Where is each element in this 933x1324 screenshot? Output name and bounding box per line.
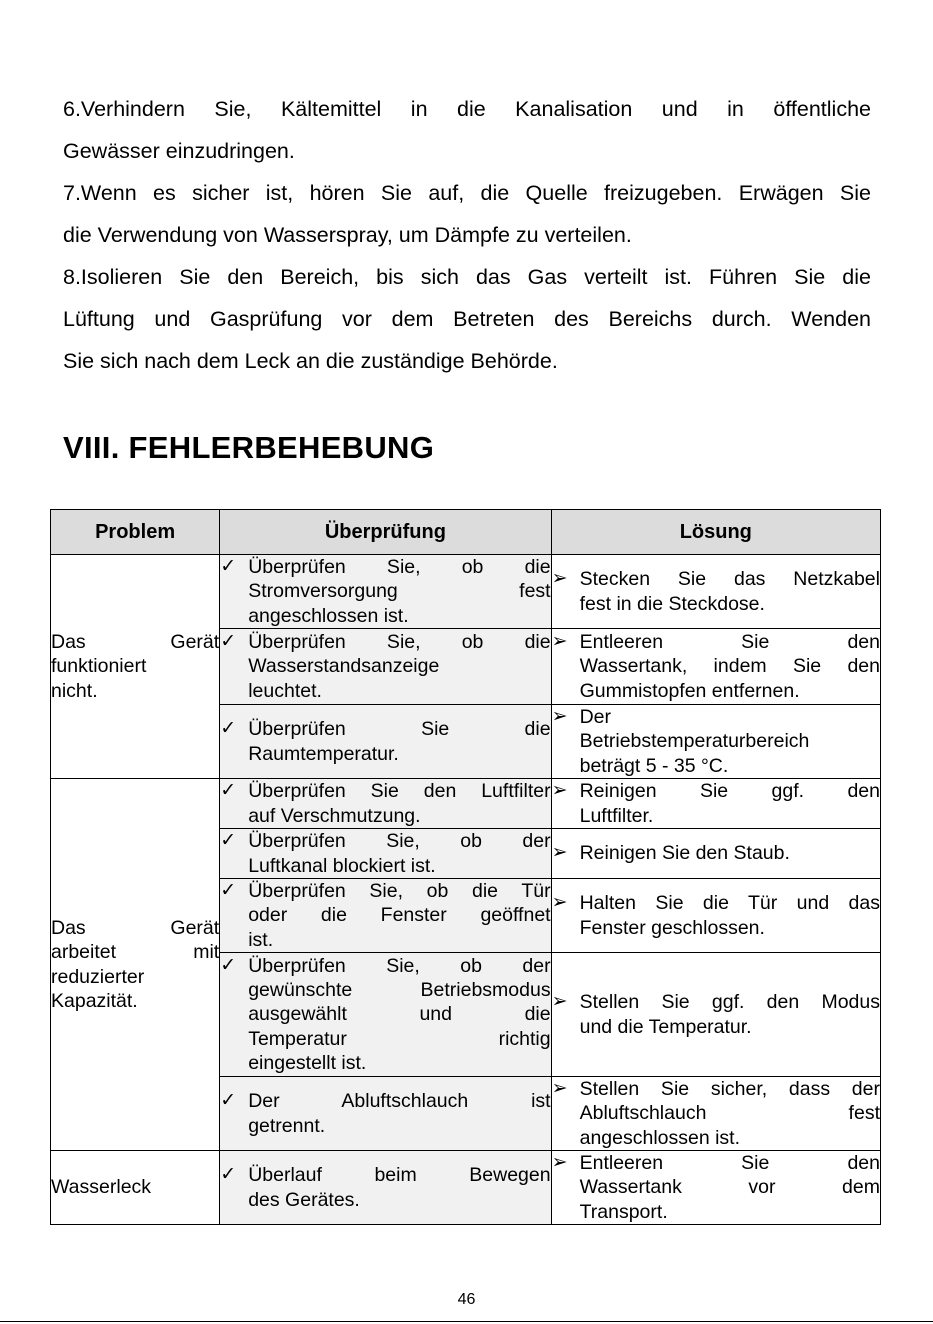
text-line: Überprüfen Sie den Luftfilter xyxy=(248,780,551,803)
footer-divider xyxy=(0,1321,933,1322)
text-line: Stecken Sie das Netzkabel xyxy=(579,568,880,591)
text-line: Überprüfen Sie, ob die Tür xyxy=(248,880,551,903)
problem-line: Wasserleck xyxy=(51,1176,152,1199)
text-line: Stellen Sie ggf. den Modus xyxy=(579,991,880,1014)
check-cell-text xyxy=(248,1163,550,1212)
check-cell-text xyxy=(248,1089,550,1138)
check-cell-text xyxy=(248,630,550,703)
checkmark-icon: ✓ xyxy=(220,631,237,653)
solution-cell-text xyxy=(580,1077,880,1150)
text-line: ausgewählt und die xyxy=(248,1003,551,1026)
arrow-bullet-icon: ➢ xyxy=(551,568,568,590)
arrow-bullet-icon: ➢ xyxy=(551,991,568,1013)
text-line: des Gerätes. xyxy=(248,1188,360,1211)
text-line: und die Temperatur. xyxy=(579,1015,752,1038)
solution-cell xyxy=(551,779,880,829)
text-line: 6.Verhindern Sie, Kältemittel in die Kanalisation und in öffentliche xyxy=(63,97,871,121)
checkmark-icon: ✓ xyxy=(220,954,237,976)
check-cell xyxy=(220,1151,551,1225)
header-problem: Problem xyxy=(51,510,220,555)
check-cell-text xyxy=(248,555,550,628)
table-header-row xyxy=(51,510,881,555)
text-line: Der Abluftschlauch ist xyxy=(248,1090,551,1113)
text-line: Betriebstemperaturbereich xyxy=(579,730,810,753)
troubleshooting-table xyxy=(50,509,881,1225)
solution-cell xyxy=(551,829,880,879)
paragraph-6 xyxy=(63,88,871,172)
text-line: oder die Fenster geöffnet xyxy=(248,904,551,927)
solution-cell xyxy=(551,953,880,1077)
problem-line: Kapazität. xyxy=(51,989,138,1012)
solution-cell-text xyxy=(580,779,880,828)
text-line: Raumtemperatur. xyxy=(248,742,399,765)
text-line: Überprüfen Sie, ob der xyxy=(248,954,551,977)
check-cell-text xyxy=(248,954,550,1075)
solution-cell xyxy=(551,705,880,779)
text-line: Fenster geschlossen. xyxy=(579,916,765,939)
page-number: 46 xyxy=(457,1291,476,1308)
check-cell xyxy=(220,705,551,779)
text-line: Überlauf beim Bewegen xyxy=(248,1164,551,1187)
text-line: angeschlossen ist. xyxy=(579,1126,741,1149)
problem-line: arbeitet mit xyxy=(51,941,220,964)
checkmark-icon: ✓ xyxy=(220,830,237,852)
checkmark-icon: ✓ xyxy=(220,556,237,578)
checkmark-icon: ✓ xyxy=(220,1164,237,1186)
solution-cell xyxy=(551,555,880,629)
checkmark-icon: ✓ xyxy=(220,718,237,740)
text-line: Entleeren Sie den xyxy=(579,631,880,654)
check-cell-item xyxy=(220,829,550,878)
text-line: Überprüfen Sie, ob die xyxy=(248,631,551,654)
solution-cell-text xyxy=(580,630,880,703)
check-cell-text xyxy=(248,717,550,766)
check-cell xyxy=(220,953,551,1077)
text-line: ist. xyxy=(248,928,274,951)
text-line: Transport. xyxy=(579,1200,668,1223)
text-line: angeschlossen ist. xyxy=(248,604,409,627)
check-cell-item xyxy=(220,1089,550,1138)
header-check: Überprüfung xyxy=(220,510,551,555)
arrow-bullet-icon: ➢ xyxy=(551,1152,568,1174)
text-line: beträgt 5 - 35 °C. xyxy=(579,754,729,777)
arrow-bullet-icon: ➢ xyxy=(551,892,568,914)
text-line: Der xyxy=(579,706,612,729)
text-line: Gummistopfen entfernen. xyxy=(579,679,800,702)
text-line: Überprüfen Sie, ob der xyxy=(248,830,551,853)
text-line: eingestellt ist. xyxy=(248,1051,367,1074)
checkmark-icon: ✓ xyxy=(220,1090,237,1112)
text-line: Temperatur richtig xyxy=(248,1027,551,1050)
check-cell-item xyxy=(220,717,550,766)
checkmark-icon: ✓ xyxy=(220,880,237,902)
text-line: die Verwendung von Wasserspray, um Dämpfe zu verteilen. xyxy=(63,223,632,247)
solution-cell-item xyxy=(552,567,880,616)
check-cell xyxy=(220,629,551,705)
check-cell xyxy=(220,1077,551,1151)
check-cell-text xyxy=(248,779,550,828)
text-line: Luftfilter. xyxy=(579,804,654,827)
check-cell xyxy=(220,555,551,629)
solution-cell-item xyxy=(552,630,880,703)
solution-cell-item xyxy=(552,705,880,778)
check-cell-item xyxy=(220,630,550,703)
check-cell-item xyxy=(220,879,550,952)
problem-line: reduzierter xyxy=(51,965,145,988)
paragraph-8 xyxy=(63,256,871,382)
solution-cell-text xyxy=(580,567,880,616)
table-body xyxy=(51,555,881,1225)
text-line: Wassertank, indem Sie den xyxy=(579,655,880,678)
problem-cell xyxy=(51,555,220,779)
solution-cell-text xyxy=(580,990,880,1039)
check-cell-text xyxy=(248,829,550,878)
table-row xyxy=(51,555,881,629)
text-line: Stromversorgung fest xyxy=(248,580,551,603)
text-line: Lüftung und Gasprüfung vor dem Betreten des Bereichs durch. Wenden xyxy=(63,307,871,331)
text-line: gewünschte Betriebsmodus xyxy=(248,979,551,1002)
arrow-bullet-icon: ➢ xyxy=(551,631,568,653)
arrow-bullet-icon: ➢ xyxy=(551,842,568,864)
text-line: Entleeren Sie den xyxy=(579,1152,880,1175)
text-line: 7.Wenn es sicher ist, hören Sie auf, die Quelle freizugeben. Erwägen Sie xyxy=(63,181,871,205)
arrow-bullet-icon: ➢ xyxy=(551,780,568,802)
check-cell xyxy=(220,879,551,953)
check-cell xyxy=(220,829,551,879)
text-line: Überprüfen Sie, ob die xyxy=(248,556,551,579)
text-line: leuchtet. xyxy=(248,679,322,702)
text-line: Halten Sie die Tür und das xyxy=(579,892,880,915)
text-line: Gewässer einzudringen. xyxy=(63,139,295,163)
text-line: 8.Isolieren Sie den Bereich, bis sich das Gas verteilt ist. Führen Sie die xyxy=(63,265,871,289)
table-row xyxy=(51,779,881,829)
problem-line: Das Gerät xyxy=(51,631,220,654)
checkmark-icon: ✓ xyxy=(220,780,237,802)
solution-cell-text xyxy=(580,841,880,865)
text-line: Luftkanal blockiert ist. xyxy=(248,854,436,877)
text-line: Wasserstandsanzeige xyxy=(248,655,440,678)
section-heading: VIII. FEHLERBEHEBUNG xyxy=(63,430,435,465)
text-line: Abluftschlauch fest xyxy=(579,1102,880,1125)
solution-cell-item xyxy=(552,841,880,865)
check-cell-item xyxy=(220,1163,550,1212)
paragraph-7 xyxy=(63,172,871,256)
problem-line: nicht. xyxy=(51,679,98,702)
solution-cell-text xyxy=(580,891,880,940)
text-line: Reinigen Sie ggf. den xyxy=(579,780,880,803)
arrow-bullet-icon: ➢ xyxy=(551,1078,568,1100)
arrow-bullet-icon: ➢ xyxy=(551,706,568,728)
check-cell xyxy=(220,779,551,829)
solution-cell-item xyxy=(552,891,880,940)
text-line: Sie sich nach dem Leck an die zuständige Behörde. xyxy=(63,349,558,373)
text-line: Überprüfen Sie die xyxy=(248,718,551,741)
solution-cell-item xyxy=(552,1077,880,1150)
problem-line: funktioniert xyxy=(51,655,147,678)
check-cell-item xyxy=(220,779,550,828)
solution-cell xyxy=(551,1151,880,1225)
solution-cell-item xyxy=(552,779,880,828)
solution-cell xyxy=(551,1077,880,1151)
table-row xyxy=(51,1151,881,1225)
solution-cell xyxy=(551,879,880,953)
text-line: fest in die Steckdose. xyxy=(579,592,765,615)
text-line: Reinigen Sie den Staub. xyxy=(579,842,790,865)
problem-cell xyxy=(51,779,220,1151)
solution-cell-item xyxy=(552,1151,880,1224)
solution-cell xyxy=(551,629,880,705)
problem-line: Das Gerät xyxy=(51,916,220,939)
check-cell-item xyxy=(220,555,550,628)
text-line: Wassertank vor dem xyxy=(579,1176,880,1199)
problem-cell xyxy=(51,1151,220,1225)
check-cell-text xyxy=(248,879,550,952)
solution-cell-text xyxy=(580,705,880,778)
solution-cell-item xyxy=(552,990,880,1039)
text-line: auf Verschmutzung. xyxy=(248,804,421,827)
check-cell-item xyxy=(220,954,550,1075)
solution-cell-text xyxy=(580,1151,880,1224)
text-line: Stellen Sie sicher, dass der xyxy=(579,1078,880,1101)
header-solution: Lösung xyxy=(551,510,880,555)
text-line: getrennt. xyxy=(248,1114,326,1137)
